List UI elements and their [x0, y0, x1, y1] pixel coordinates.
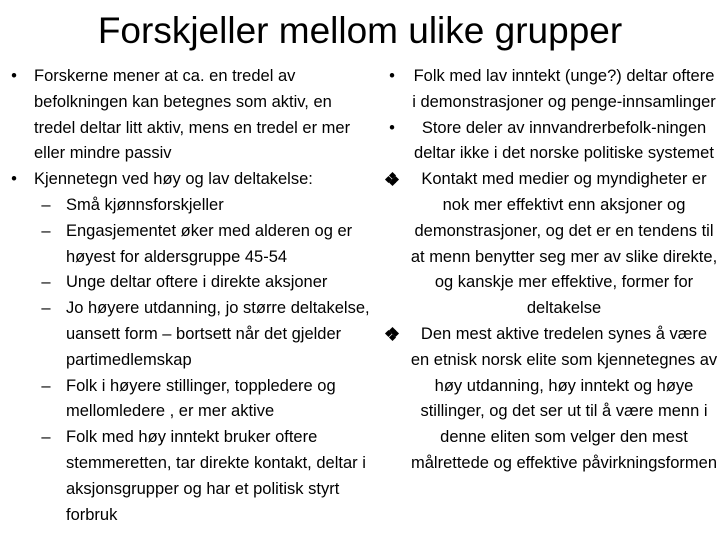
bullet-point — [382, 64, 718, 116]
dash-icon: – — [41, 221, 51, 240]
bullet-dot-icon: • — [11, 67, 17, 85]
right-column — [382, 64, 718, 477]
slide-title: Forskjeller mellom ulike grupper — [97, 10, 623, 51]
bullet-text: Forskerne mener at ca. en tredel av befolkningen kan betegnes som aktiv, en tredel deltar litt aktiv, mens en tredel er mer eller mindre passiv — [34, 67, 351, 163]
bullet-point — [382, 167, 718, 322]
bullet-text: Kontakt med medier og myndigheter er nok mer effektivt enn aksjoner og demonstrasjoner, og det er en tendens til at menn benytter seg mer av slike direkte, og kanskje mer effektive, former for deltakelse — [410, 170, 718, 318]
bullet-dot-icon: • — [389, 118, 395, 137]
bullet-text: Folk med lav inntekt (unge?) deltar oftere i demonstrasjoner og penge-innsamlinger — [412, 67, 716, 111]
dash-icon: – — [41, 299, 51, 318]
bullet-text: Kjennetegn ved høy og lav deltakelse: — [34, 170, 313, 189]
bullet-text: Den mest aktive tredelen synes å være en etnisk norsk elite som kjennetegnes av høy utdanning, høy inntekt og høye stillinger, og det ser ut til å være menn i denne eliten som velger den mest målrettede og effektive påvirkningsformen — [410, 324, 718, 472]
dash-icon: – — [41, 195, 51, 214]
bullet-text: Store deler av innvandrerbefolk-ningen deltar ikke i det norske politiske systemet — [414, 118, 714, 163]
sub-bullet-point — [2, 425, 374, 528]
sub-bullet-point — [2, 219, 374, 271]
sub-bullet-text: Unge deltar oftere i direkte aksjoner — [66, 273, 328, 292]
sub-bullet-text: Folk med høy inntekt bruker oftere stemmeretten, tar direkte kontakt, deltar i aksjonsgrupper og har et politisk styrt forbruk — [66, 428, 366, 524]
bullet-dot-icon: • — [389, 67, 395, 85]
diamond-bullet-icon — [382, 322, 402, 349]
bullet-point — [382, 322, 718, 477]
sub-bullet-point — [2, 193, 374, 219]
sub-bullet-text: Engasjementet øker med alderen og er høyest for aldersgruppe 45-54 — [66, 221, 353, 266]
dash-icon: – — [41, 273, 51, 292]
bullet-dot-icon: • — [11, 170, 17, 189]
bullet-point — [382, 116, 718, 168]
dash-icon: – — [41, 428, 51, 447]
sub-bullet-point — [2, 270, 374, 296]
sub-bullet-text: Små kjønnsforskjeller — [66, 195, 224, 214]
left-column — [2, 64, 374, 528]
bullet-point — [2, 167, 374, 193]
diamond-bullet-icon — [382, 167, 402, 194]
sub-bullet-text: Folk i høyere stillinger, toppledere og mellomledere , er mer aktive — [66, 376, 336, 421]
dash-icon: – — [41, 376, 51, 395]
bullet-point — [2, 64, 374, 167]
sub-bullet-point — [2, 374, 374, 426]
sub-bullet-text: Jo høyere utdanning, jo større deltakelse, uansett form – bortsett når det gjelder partimedlemskap — [66, 299, 370, 369]
sub-bullet-point — [2, 296, 374, 373]
